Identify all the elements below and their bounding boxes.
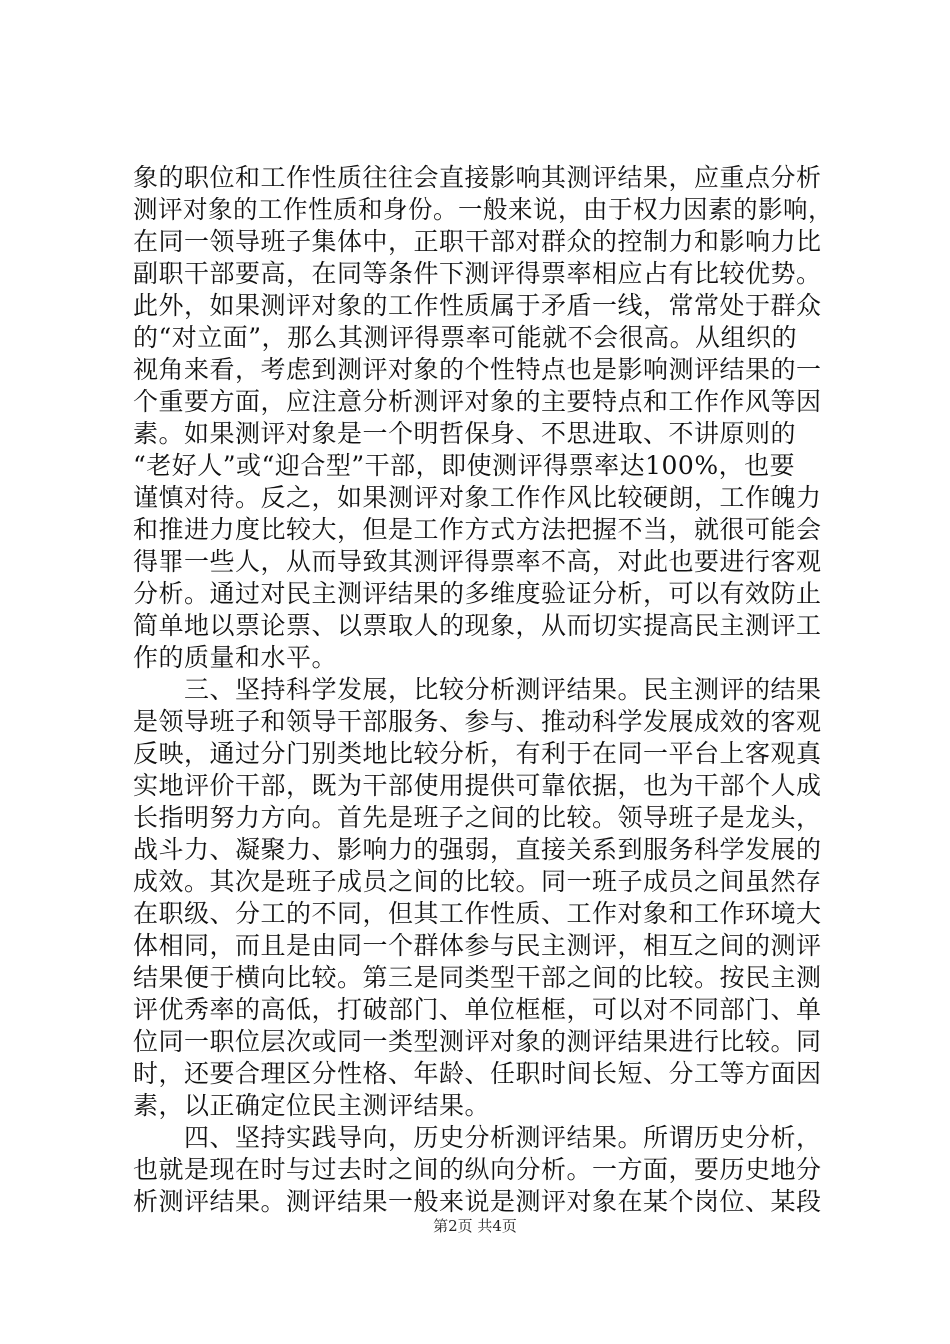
- text-line: 实地评价干部，既为干部使用提供可靠依据，也为干部个人成: [133, 771, 822, 800]
- text-line: 评优秀率的高低，打破部门、单位框框，可以对不同部门、单: [133, 995, 822, 1024]
- text-line: 反映，通过分门别类地比较分析，有利于在同一平台上客观真: [133, 739, 822, 768]
- text-line: 也就是现在时与过去时之间的纵向分析。一方面，要历史地分: [133, 1155, 822, 1184]
- text-line: 时，还要合理区分性格、年龄、任职时间长短、分工等方面因: [133, 1059, 822, 1088]
- text-line: 得罪一些人，从而导致其测评得票率不高，对此也要进行客观: [133, 547, 822, 576]
- text-line: 分析。通过对民主测评结果的多维度验证分析，可以有效防止: [133, 579, 822, 608]
- text-line: 结果便于横向比较。第三是同类型干部之间的比较。按民主测: [133, 963, 822, 992]
- text-line: 长指明努力方向。首先是班子之间的比较。领导班子是龙头，: [133, 803, 822, 832]
- text-line: 素，以正确定位民主测评结果。: [133, 1091, 491, 1120]
- text-line: 象的职位和工作性质往往会直接影响其测评结果，应重点分析: [133, 163, 822, 192]
- page-footer: 第2页 共4页: [433, 1217, 517, 1235]
- text-line: 视角来看，考虑到测评对象的个性特点也是影响测评结果的一: [133, 355, 822, 384]
- text-line: 析测评结果。测评结果一般来说是测评对象在某个岗位、某段: [133, 1187, 822, 1216]
- text-line: 在同一领导班子集体中，正职干部对群众的控制力和影响力比: [133, 227, 822, 256]
- text-line: 和推进力度比较大，但是工作方式方法把握不当，就很可能会: [133, 515, 822, 544]
- text-line: “老好人”或“迎合型”干部，即使测评得票率达100%，也要: [133, 451, 796, 480]
- text-line: 谨慎对待。反之，如果测评对象工作作风比较硬朗，工作魄力: [133, 483, 822, 512]
- text-line: 此外，如果测评对象的工作性质属于矛盾一线，常常处于群众: [133, 291, 822, 320]
- text-line: 四、坚持实践导向，历史分析测评结果。所谓历史分析，: [133, 1123, 822, 1152]
- text-line: 副职干部要高，在同等条件下测评得票率相应占有比较优势。: [133, 259, 822, 288]
- text-line: 成效。其次是班子成员之间的比较。同一班子成员之间虽然存: [133, 867, 822, 896]
- body-text: [133, 162, 833, 1218]
- text-line: 简单地以票论票、以票取人的现象，从而切实提高民主测评工: [133, 611, 822, 640]
- text-line: 测评对象的工作性质和身份。一般来说，由于权力因素的影响，: [133, 195, 834, 224]
- text-line: 三、坚持科学发展，比较分析测评结果。民主测评的结果: [133, 675, 822, 704]
- text-line: 作的质量和水平。: [133, 643, 338, 672]
- text-line: 战斗力、凝聚力、影响力的强弱，直接关系到服务科学发展的: [133, 835, 822, 864]
- text-line: 在职级、分工的不同，但其工作性质、工作对象和工作环境大: [133, 899, 822, 928]
- text-line: 的“对立面”，那么其测评得票率可能就不会很高。从组织的: [133, 323, 798, 352]
- text-line: 是领导班子和领导干部服务、参与、推动科学发展成效的客观: [133, 707, 822, 736]
- text-line: 体相同，而且是由同一个群体参与民主测评，相互之间的测评: [133, 931, 822, 960]
- text-line: 个重要方面，应注意分析测评对象的主要特点和工作作风等因: [133, 387, 822, 416]
- text-line: 素。如果测评对象是一个明哲保身、不思进取、不讲原则的: [133, 419, 797, 448]
- text-line: 位同一职位层次或同一类型测评对象的测评结果进行比较。同: [133, 1027, 822, 1056]
